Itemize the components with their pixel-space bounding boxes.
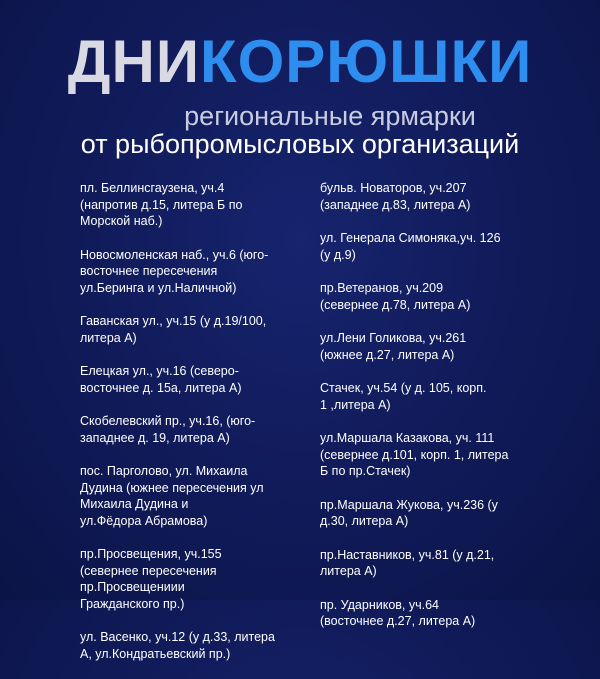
address-item: ул.Лени Голикова, уч.261 (южнее д.27, литера А) [320, 331, 467, 362]
address-item: пос. Парголово, ул. Михаила Дудина (южнее пересечения ул Михаила Дудина и ул.Фёдора Абрамова) [80, 464, 264, 528]
address-item: пл. Беллинсгаузена, уч.4 (напротив д.15, литера Б по Морской наб.) [80, 181, 243, 228]
address-item: Гаванская ул., уч.15 (у д.19/100, литера А) [80, 314, 267, 345]
title-part-days: ДНИ [67, 28, 200, 95]
address-item: пр. Ударников, уч.64 (восточнее д.27, литера А) [320, 597, 476, 628]
page-title [0, 30, 600, 94]
address-item: пр.Маршала Жукова, уч.236 (у д.30, литера А) [320, 497, 498, 528]
subtitle-line-2: от рыбопромысловых организаций [80, 129, 520, 159]
address-item: пр.Просвещения, уч.155 (севернее пересечения пр.Просвещениии Гражданского пр.) [80, 547, 222, 611]
address-item: Скобелевский пр., уч.16, (юго- западнее д. 19, литера А) [80, 414, 256, 445]
address-list-left [80, 180, 280, 679]
address-item: Стачек, уч.54 (у д. 105, корп. 1 ,литера А) [320, 381, 487, 412]
address-item: ул. Васенко, уч.12 (у д.33, литера А, ул.Кондратьевский пр.) [80, 630, 275, 661]
address-item: ул. Генерала Симоняка,уч. 126 (у д.9) [320, 231, 501, 262]
address-item: бульв. Новаторов, уч.207 (западнее д.83, литера А) [320, 181, 471, 212]
address-item: ул.Маршала Казакова, уч. 111 (севернее д.101, корп. 1, литера Б по пр.Стачек) [320, 431, 509, 478]
subtitle-line-1: региональные ярмарки [184, 101, 476, 131]
address-item: Новосмоленская наб., уч.6 (юго- восточнее пересечения ул.Беринга и ул.Наличной) [80, 247, 269, 295]
title-part-smelt: КОРЮШКИ [199, 28, 533, 95]
address-list-right [320, 180, 530, 647]
address-item: пр.Наставников, уч.81 (у д.21, литера А) [320, 547, 495, 578]
address-item: Елецкая ул., уч.16 (северо- восточнее д. 15а, литера А) [80, 364, 242, 395]
address-item: пр.Ветеранов, уч.209 (севернее д.78, литера А) [320, 281, 471, 312]
